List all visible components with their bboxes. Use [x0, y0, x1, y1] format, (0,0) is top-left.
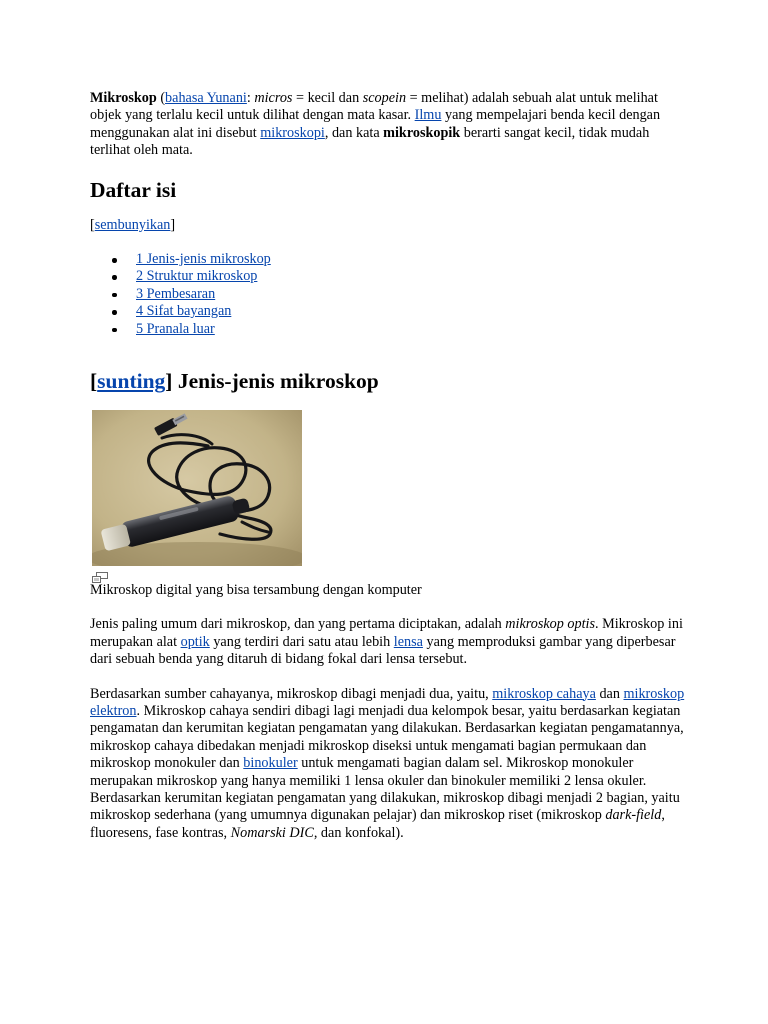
- toc-heading: Daftar isi: [90, 177, 177, 202]
- text-run: yang mempelajari benda kecil dengan menggunakan alat ini disebut: [90, 107, 661, 141]
- link-binokuler[interactable]: binokuler: [243, 755, 298, 772]
- term-dark-field: dark-field: [605, 807, 662, 824]
- edit-section-link[interactable]: sunting: [97, 368, 166, 393]
- link-bahasa-yunani[interactable]: bahasa Yunani: [165, 90, 247, 106]
- bracket: [: [90, 368, 98, 393]
- figure-caption: Mikroskop digital yang bisa tersambung dengan komputer: [90, 581, 422, 598]
- toc-item: [111, 303, 690, 320]
- text-run: . Mikroskop ini merupakan alat: [90, 616, 683, 650]
- bracket: [: [90, 216, 95, 233]
- text-run: , dan konfokal).: [313, 824, 404, 841]
- paragraph-sumber-cahaya: [90, 686, 690, 843]
- toc-item: [111, 251, 690, 268]
- toc-link-struktur[interactable]: 2 Struktur mikroskop: [136, 268, 258, 285]
- toc-link-pranala[interactable]: 5 Pranala luar: [136, 320, 215, 337]
- term-mikroskopik: mikroskopik: [383, 124, 461, 141]
- usb-microscope-photo: [92, 410, 302, 566]
- text-run: . Mikroskop cahaya sendiri dibagi lagi menjadi dua kelompok besar, yaitu berdasarkan kegiatan pengamatan dan kerumitan kegiatan pengamatan yang dilakukan. Berdasarkan kegiatan pengamatannya, mikroskop cahaya dibedakan menjadi mikroskop diseksi untuk mengamati bagian permukaan dan mikroskop monokuler dan: [90, 703, 684, 772]
- figure-usb-microscope[interactable]: [92, 410, 302, 566]
- section-title: Jenis-jenis mikroskop: [172, 368, 379, 393]
- link-mikroskopi[interactable]: mikroskopi: [260, 124, 325, 141]
- toc-link-pembesaran[interactable]: 3 Pembesaran: [136, 285, 216, 302]
- section-heading: [90, 368, 690, 394]
- text-run: = kecil dan: [292, 90, 363, 106]
- toc-link-jenis[interactable]: 1 Jenis-jenis mikroskop: [136, 251, 271, 268]
- bracket: ]: [170, 216, 176, 233]
- toc-item: [111, 321, 690, 338]
- link-optik[interactable]: optik: [180, 633, 210, 650]
- toc-list: [90, 251, 690, 338]
- term-micros: micros: [254, 90, 293, 106]
- term-scopein: scopein: [362, 90, 407, 106]
- text-run: = melihat) adalah sebuah alat untuk melihat objek yang terlalu kecil untuk dilihat dengan mata kasar.: [90, 90, 658, 124]
- text-run: , dan kata: [324, 124, 384, 141]
- term-nomarski: Nomarski DIC: [230, 824, 314, 841]
- text-run: Berdasarkan sumber cahayanya, mikroskop dibagi menjadi dua, yaitu,: [90, 685, 493, 702]
- text-run: , fluoresens, fase kontras,: [90, 807, 665, 841]
- bracket: ]: [165, 368, 173, 393]
- term-mikroskop-optis: mikroskop optis: [505, 616, 595, 633]
- magnify-clip-icon[interactable]: [92, 571, 108, 582]
- link-lensa[interactable]: lensa: [393, 633, 423, 650]
- toc-link-sifat[interactable]: 4 Sifat bayangan: [136, 303, 232, 320]
- link-mikroskop-cahaya[interactable]: mikroskop cahaya: [492, 685, 596, 702]
- toc-item: [111, 286, 690, 303]
- toc-hide-link[interactable]: sembunyikan: [94, 216, 171, 233]
- text-run: yang memproduksi gambar yang diperbesar dari sebuah benda yang ditaruh di bidang fokal dari lensa tersebut.: [90, 633, 676, 668]
- article-page: [90, 90, 690, 842]
- toc-toggle: [90, 217, 690, 234]
- text-run: berarti sangat kecil, tidak mudah terlihat oleh mata.: [90, 124, 650, 159]
- text-run: dan: [595, 685, 624, 702]
- link-ilmu[interactable]: Ilmu: [414, 107, 442, 124]
- text-run: untuk mengamati bagian dalam sel. Mikroskop monokuler merupakan mikroskop yang hanya memiliki 1 lensa okuler dan binokuler memiliki 2 lensa okuler. Berdasarkan kerumitan kegiatan pengamatan yang dilakukan, mikroskop dibagi menjadi 2 bagian, yaitu mikroskop sederhana (yang umumnya digunakan pelajar) dan mikroskop riset (mikroskop: [90, 755, 680, 824]
- text-run: yang terdiri dari satu atau lebih: [209, 633, 394, 650]
- intro-paragraph: [90, 90, 690, 160]
- toc-item: [111, 268, 690, 285]
- term-mikroskop: Mikroskop: [90, 90, 157, 106]
- link-mikroskop-elektron[interactable]: mikroskop elektron: [90, 685, 685, 720]
- paragraph-jenis: [90, 616, 690, 668]
- text-run: :: [246, 90, 255, 106]
- text-run: Jenis paling umum dari mikroskop, dan yang pertama diciptakan, adalah: [90, 616, 506, 633]
- text-run: (: [156, 90, 166, 106]
